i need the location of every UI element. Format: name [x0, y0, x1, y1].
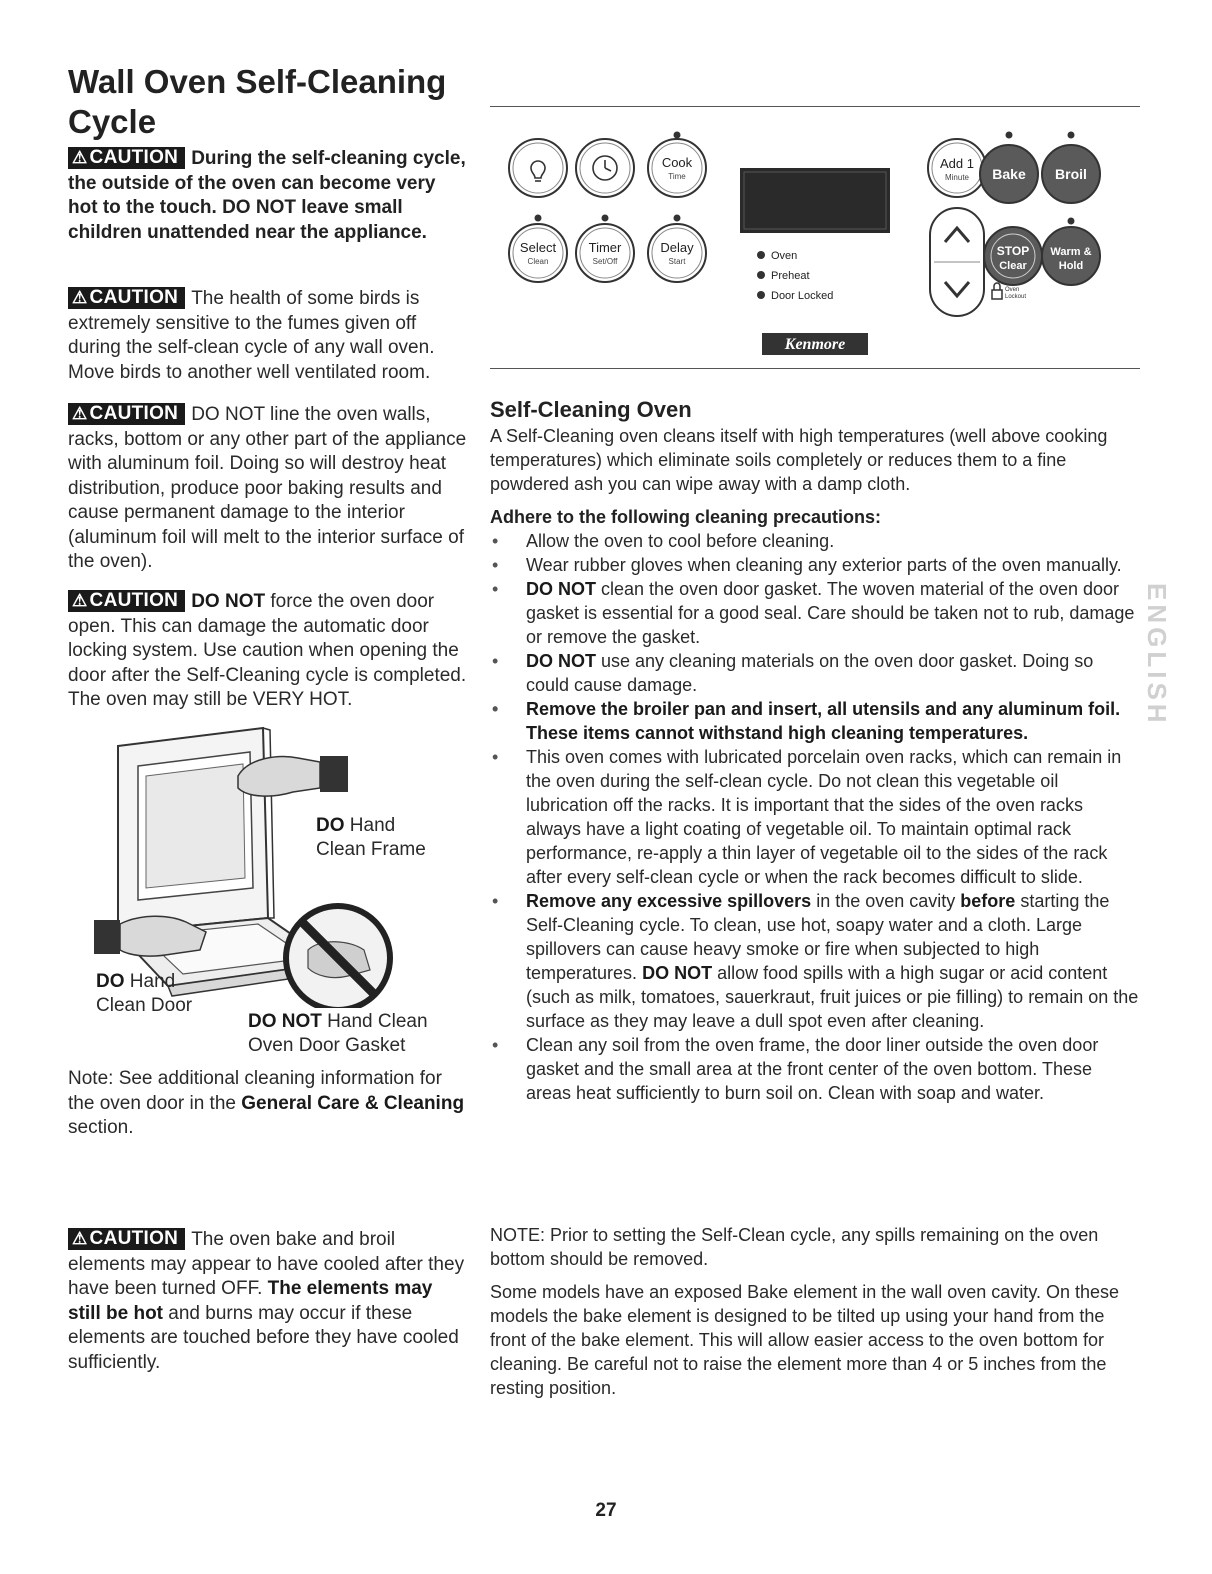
section-heading: Self-Cleaning Oven: [490, 397, 692, 422]
warm-hold-button: [1042, 227, 1100, 285]
warning-icon: ⚠: [72, 404, 88, 423]
indicator-dot: [674, 132, 681, 139]
list-item: • Clean any soil from the oven frame, the door liner outside the oven door gasket and the small area at the front center of the oven bottom. These areas heat sufficiently to burn soil on. Clean with soap and water.: [490, 1033, 1140, 1105]
light-bulb-button: [509, 139, 567, 197]
indicator-dot: [674, 215, 681, 222]
language-side-tab: ENGLISH: [1142, 583, 1172, 727]
precautions-heading: Adhere to the following cleaning precautions:: [490, 507, 882, 527]
caution-badge: ⚠ CAUTION: [68, 287, 185, 309]
svg-text:Clean: Clean: [527, 257, 549, 266]
lock-icon: [992, 290, 1002, 299]
caution-badge: ⚠ CAUTION: [68, 590, 185, 612]
figure-label-door: DO Hand Clean Door: [96, 971, 193, 1016]
svg-text:Select: Select: [519, 240, 557, 255]
svg-text:Time: Time: [668, 172, 686, 181]
timer-button: [576, 224, 634, 282]
warning-icon: ⚠: [72, 1229, 88, 1248]
warning-icon: ⚠: [72, 591, 88, 610]
svg-text:Hold: Hold: [1058, 260, 1084, 272]
svg-text:Warm &: Warm &: [1050, 246, 1092, 258]
intro-paragraph: A Self-Cleaning oven cleans itself with high temperatures (well above cooking temperatures) which eliminate soils completely or reduces them to a fine powdered ash you can wipe away with a damp cloth.: [490, 426, 1108, 494]
up-down-arrow-pad: [930, 208, 984, 316]
panel-top-rule: [490, 106, 1140, 107]
caution-text: DO NOT line the oven walls, racks, bottom or any other part of the appliance with aluminum foil. Doing so will destroy heat distribution, produce poor baking results and cause permanent damage to the interior (aluminum foil will melt to the interior surface of the oven).: [68, 404, 467, 572]
oven-door-illustration: [88, 718, 428, 1008]
svg-text:Door Locked: Door Locked: [771, 290, 834, 302]
list-item: • DO NOT clean the oven door gasket. The woven material of the oven door gasket is essential for a good seal. Care should be taken not to rub, damage or remove the gasket.: [490, 577, 1140, 649]
broil-button: [1042, 145, 1100, 203]
caution-text: force the oven door open. This can damage the automatic door locking system. Use caution when opening the door after the Self-Cleaning cycle is completed. The oven may still be VERY HOT.: [68, 591, 467, 710]
list-item: • DO NOT use any cleaning materials on the oven door gasket. Doing so could cause damage.: [490, 649, 1140, 697]
caution-emphasis: DO NOT: [191, 591, 266, 612]
status-indicators: [757, 250, 833, 302]
gloved-hand-top-drawing: [238, 756, 348, 796]
indicator-dot: [1006, 132, 1013, 139]
kenmore-logo: [762, 333, 868, 355]
oven-frame-drawing: [118, 728, 274, 933]
svg-text:STOP: STOP: [996, 244, 1030, 258]
indicator-dot: [602, 215, 609, 222]
indicator-dot: [1068, 218, 1075, 225]
precautions-list: [490, 529, 1140, 1105]
indicator-dot: [535, 215, 542, 222]
bake-button: [980, 145, 1038, 203]
caution-paragraph-2: [68, 287, 468, 385]
list-item: • This oven comes with lubricated porcelain oven racks, which can remain in the oven during the self-clean cycle. Do not clean this vegetable oil lubrication off the racks. It is important that the sides of the oven racks always have a light coating of vegetable oil. To maintain optimal rack performance, re-apply a thin layer of vegetable oil to the sides of the rack after every self-clean cycle or when the rack becomes difficult to slide.: [490, 745, 1140, 889]
svg-text:Timer: Timer: [588, 240, 622, 255]
prohibition-sign-icon: [286, 906, 390, 1008]
svg-text:Oven: Oven: [1005, 287, 1020, 293]
page-number: 27: [595, 1500, 617, 1521]
list-item: • Allow the oven to cool before cleaning.: [490, 529, 1140, 553]
caution-badge: ⚠ CAUTION: [68, 1228, 185, 1250]
clock-button: [576, 139, 634, 197]
caution-badge: ⚠ CAUTION: [68, 403, 185, 425]
oven-control-panel: [490, 118, 1140, 368]
indicator-dot: [1068, 132, 1075, 139]
list-item: • Remove any excessive spillovers in the oven cavity before starting the Self-Cleaning cycle. To clean, use hot, soapy water and a cloth. Large spillovers can cause heavy smoke or fire when subjected to high temperatures. DO NOT allow food spills with a high sugar or acid content (such as milk, tomatoes, sauerkraut, fruit juices or pie filling) to remain on the surface as they may leave a dull spot even after cleaning.: [490, 889, 1140, 1033]
figure-label-frame: DO Hand Clean Frame: [316, 815, 426, 860]
svg-text:Lockout: Lockout: [1005, 294, 1027, 300]
caution-badge: ⚠ CAUTION: [68, 147, 185, 169]
svg-text:Set/Off: Set/Off: [592, 257, 618, 266]
panel-bottom-rule: [490, 368, 1140, 369]
final-paragraph: Some models have an exposed Bake element in the wall oven cavity. On these models the bake element is designed to be tilted up using your hand from the front of the bake element. This will allow easier access to the oven bottom for cleaning. Be careful not to raise the element more than 4 or 5 inches from the resting position.: [490, 1282, 1120, 1398]
page-title: Wall Oven Self-Cleaning Cycle: [68, 63, 447, 140]
note-paragraph: Note: See additional cleaning information for the oven door in the General Care & Cleaning section.: [68, 1068, 465, 1138]
svg-text:Minute: Minute: [944, 173, 970, 182]
add-minute-button: [928, 139, 986, 197]
select-clean-button: [509, 224, 567, 282]
svg-text:Preheat: Preheat: [771, 270, 810, 282]
caution-paragraph-1: [68, 147, 468, 245]
caution-text: The health of some birds is extremely sensitive to the fumes given off during the self-clean cycle of any wall oven. Move birds to another well ventilated room.: [68, 288, 435, 383]
svg-text:Cook: Cook: [661, 155, 693, 170]
note-paragraph-right: NOTE: Prior to setting the Self-Clean cycle, any spills remaining on the oven bottom should be removed.: [490, 1225, 1099, 1269]
warning-icon: ⚠: [72, 288, 88, 307]
svg-text:Bake: Bake: [992, 166, 1026, 182]
caution-paragraph-5: ⚠ CAUTION The oven bake and broil elements may appear to have cooled after they have been turned OFF. The elements may still be hot and burns may occur if these elements are touched before they have cooled sufficiently.: [68, 1228, 465, 1373]
delay-start-button: [648, 224, 706, 282]
svg-text:Broil: Broil: [1055, 166, 1087, 182]
stop-clear-button: [984, 227, 1042, 285]
figure-label-gasket: DO NOT Hand Clean Oven Door Gasket: [248, 1011, 428, 1056]
svg-text:Add 1: Add 1: [940, 156, 974, 171]
svg-text:Clear: Clear: [999, 260, 1027, 272]
svg-text:Kenmore: Kenmore: [784, 336, 846, 353]
svg-text:Oven: Oven: [771, 250, 798, 262]
caution-text: During the self-cleaning cycle, the outside of the oven can become very hot to the touch. DO NOT leave small children unattended near the appliance.: [68, 148, 466, 243]
warning-icon: ⚠: [72, 148, 88, 167]
caution-paragraph-3: [68, 403, 468, 575]
display-screen: [740, 168, 890, 233]
cook-time-button: [648, 139, 706, 197]
caution-paragraph-4: [68, 590, 468, 713]
list-item: • Wear rubber gloves when cleaning any exterior parts of the oven manually.: [490, 553, 1140, 577]
svg-text:Delay: Delay: [660, 240, 694, 255]
svg-text:Start: Start: [668, 257, 686, 266]
list-item: • Remove the broiler pan and insert, all utensils and any aluminum foil. These items cannot withstand high cleaning temperatures.: [490, 697, 1140, 745]
